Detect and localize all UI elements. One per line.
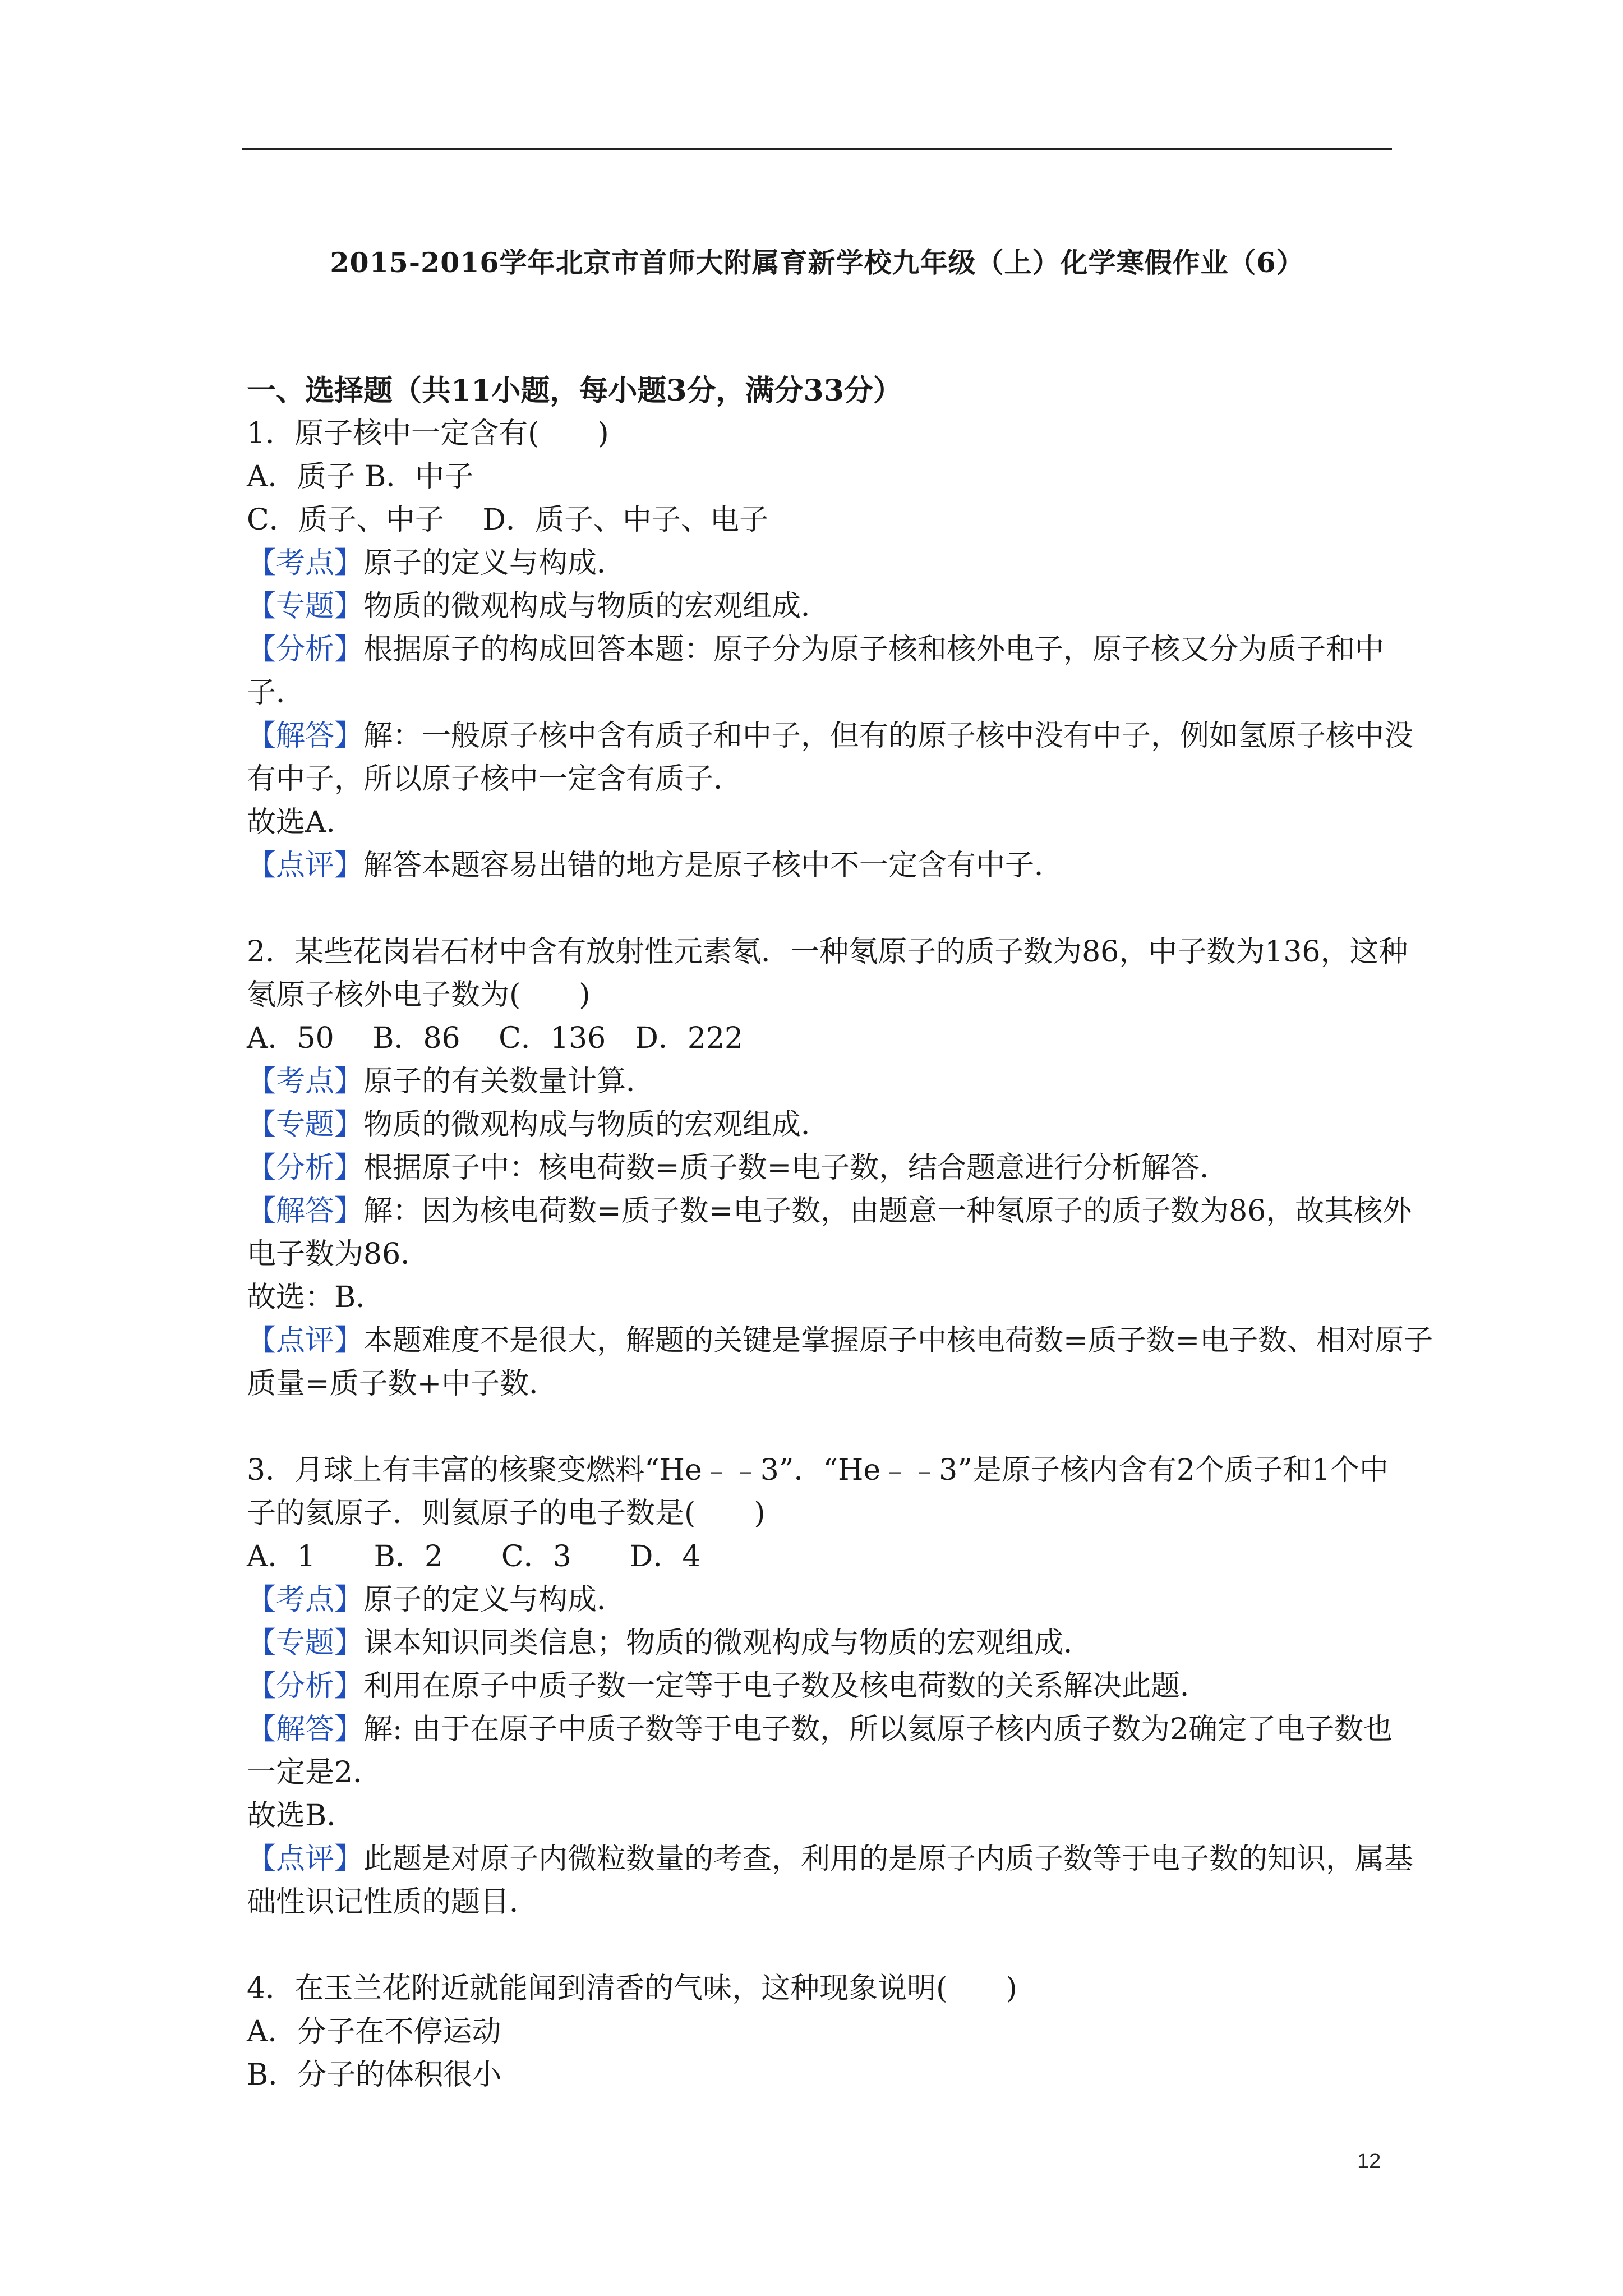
question-option: B．分子的体积很小 [247,2058,502,2092]
fenxi-tag: 【分析】 [247,1151,364,1185]
dianping-continuation: 质量=质子数+中子数． [247,1367,559,1401]
kaodian-text: 原子的有关数量计算． [363,1065,656,1098]
zhuanti-tag: 【专题】 [247,1626,364,1660]
jieda-row [247,1190,1412,1233]
zhuanti-tag: 【专题】 [247,1108,364,1142]
dianping-tag: 【点评】 [247,1842,364,1876]
question-4 [247,1967,1396,2097]
question-option: A．质子 B．中子 [247,460,474,494]
question-stem: 1．原子核中一定含有( ) [247,417,609,450]
document-title: 2015-2016学年北京市首师大附属育新学校九年级（上）化学寒假作业（6） [330,246,1304,279]
page-number: 12 [1357,2150,1381,2173]
fenxi-continuation: 子． [247,676,306,710]
dianping-continuation: 础性识记性质的题目． [247,1885,539,1919]
dianping-tag: 【点评】 [247,849,364,882]
zhuanti-tag: 【专题】 [247,590,364,623]
fenxi-row [247,1665,1396,1708]
fenxi-text: 根据原子中：核电荷数=质子数=电子数，结合题意进行分析解答． [363,1151,1229,1185]
jieda-continuation: 有中子，所以原子核中一定含有质子． [247,762,743,796]
question-option: A．1 B．2 C．3 D．4 [247,1540,701,1573]
document-body [247,369,1433,2097]
kaodian-tag: 【考点】 [247,546,364,580]
question-stem: 2．某些花岗岩石材中含有放射性元素氡．一种氡原子的质子数为86，中子数为136，这种 [247,935,1408,969]
zhuanti-text: 课本知识同类信息；物质的微观构成与物质的宏观组成． [363,1626,1093,1660]
jieda-tag: 【解答】 [247,1194,364,1228]
jieda-row [247,1708,1396,1751]
jieda-tag: 【解答】 [247,1713,364,1746]
fenxi-row [247,1147,1396,1190]
dianping-row [247,1838,1414,1881]
zhuanti-row [247,1103,1396,1147]
jieda-text: 解：一般原子核中含有质子和中子，但有的原子核中没有中子，例如氢原子核中没 [363,719,1414,753]
zhuanti-row [247,1622,1396,1665]
jieda-answer: 故选：B． [247,1281,385,1314]
kaodian-text: 原子的定义与构成． [363,1583,626,1617]
fenxi-text: 根据原子的构成回答本题：原子分为原子核和核外电子，原子核又分为质子和中 [363,633,1385,666]
question-stem: 3．月球上有丰富的核聚变燃料“He﹣﹣3”．“He﹣﹣3”是原子核内含有2个质子和1个中 [247,1453,1389,1487]
fenxi-tag: 【分析】 [247,633,364,666]
fenxi-tag: 【分析】 [247,1669,364,1703]
question-1 [247,412,1414,887]
question-stem-continuation: 子的氦原子．则氦原子的电子数是( ) [247,1497,766,1530]
question-option: A．分子在不停运动 [247,2015,501,2049]
fenxi-text: 利用在原子中质子数一定等于电子数及核电荷数的关系解决此题． [363,1669,1210,1703]
jieda-continuation: 一定是2． [247,1756,382,1789]
dianping-text: 此题是对原子内微粒数量的考查，利用的是原子内质子数等于电子数的知识，属基 [363,1842,1414,1876]
zhuanti-text: 物质的微观构成与物质的宏观组成． [363,1108,831,1142]
jieda-text: 解: 由于在原子中质子数等于电子数，所以氦原子核内质子数为2确定了电子数也 [363,1713,1393,1746]
dianping-text: 本题难度不是很大，解题的关键是掌握原子中核电荷数=质子数=电子数、相对原子 [363,1324,1433,1358]
dianping-row [247,1319,1433,1363]
jieda-text: 解：因为核电荷数=质子数=电子数，由题意一种氡原子的质子数为86，故其核外 [363,1194,1412,1228]
question-stem-continuation: 氡原子核外电子数为( ) [247,978,591,1012]
kaodian-text: 原子的定义与构成． [363,546,626,580]
kaodian-row [247,1579,1396,1622]
jieda-row [247,715,1414,758]
jieda-answer: 故选B． [247,1799,356,1833]
jieda-tag: 【解答】 [247,719,364,753]
question-option: C．质子、中子 D．质子、中子、电子 [247,503,769,537]
header-rule [242,148,1392,150]
question-3 [247,1449,1414,1924]
kaodian-tag: 【考点】 [247,1583,364,1617]
jieda-continuation: 电子数为86． [247,1237,430,1271]
dianping-text: 解答本题容易出错的地方是原子核中不一定含有中子． [363,849,1064,882]
zhuanti-row [247,585,1396,628]
zhuanti-text: 物质的微观构成与物质的宏观组成． [363,590,831,623]
question-stem: 4．在玉兰花附近就能闻到清香的气味，这种现象说明( ) [247,1972,1017,2005]
question-2 [247,931,1433,1406]
kaodian-tag: 【考点】 [247,1065,364,1098]
fenxi-row [247,628,1396,671]
dianping-tag: 【点评】 [247,1324,364,1358]
jieda-answer: 故选A． [247,806,356,839]
kaodian-row [247,542,1396,585]
question-option: A．50 B．86 C．136 D．222 [247,1022,744,1055]
section-heading: 一、选择题（共11小题，每小题3分，满分33分） [247,374,902,408]
dianping-row [247,844,1396,887]
kaodian-row [247,1060,1396,1103]
